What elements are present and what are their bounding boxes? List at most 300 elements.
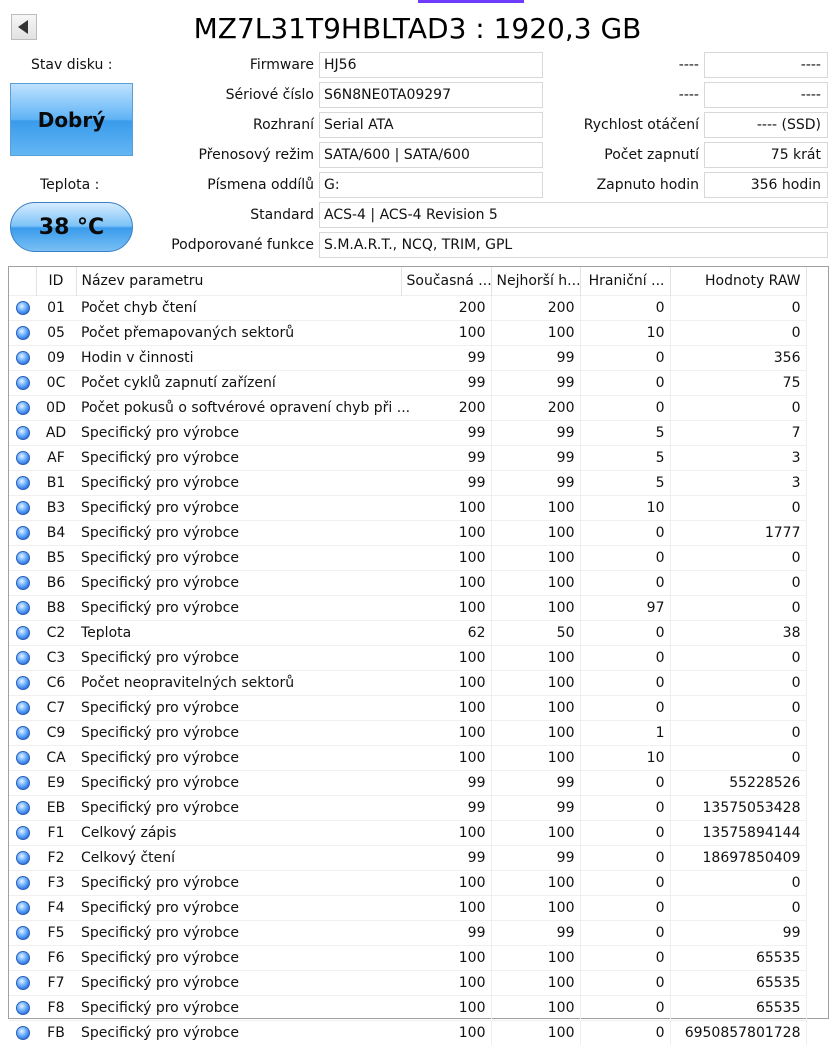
status-cell [9, 696, 36, 721]
attribute-raw: 0 [670, 896, 806, 921]
attribute-id: B8 [36, 596, 76, 621]
attribute-worst: 99 [491, 446, 580, 471]
status-good-icon [16, 626, 30, 640]
table-row[interactable] [9, 846, 806, 871]
attribute-worst: 100 [491, 871, 580, 896]
attribute-raw: 0 [670, 396, 806, 421]
status-good-icon [16, 401, 30, 415]
attribute-worst: 100 [491, 546, 580, 571]
attribute-worst: 100 [491, 521, 580, 546]
attribute-id: B6 [36, 571, 76, 596]
status-cell [9, 996, 36, 1021]
attribute-threshold: 1 [580, 721, 670, 746]
status-good-icon [16, 576, 30, 590]
table-row[interactable] [9, 421, 806, 446]
attribute-name: Specifický pro výrobce [76, 471, 401, 496]
table-row[interactable] [9, 896, 806, 921]
attribute-current: 100 [401, 646, 491, 671]
table-row[interactable] [9, 946, 806, 971]
attribute-current: 99 [401, 846, 491, 871]
status-cell [9, 596, 36, 621]
attribute-id: 05 [36, 321, 76, 346]
table-row[interactable] [9, 321, 806, 346]
attribute-worst: 100 [491, 596, 580, 621]
attribute-raw: 0 [670, 746, 806, 771]
power-on-count-field: 75 krát [704, 142, 828, 168]
features-label: Podporované funkce [150, 235, 314, 255]
table-row[interactable] [9, 746, 806, 771]
attribute-raw: 0 [670, 871, 806, 896]
attribute-worst: 100 [491, 571, 580, 596]
attribute-name: Specifický pro výrobce [76, 721, 401, 746]
standard-field: ACS-4 | ACS-4 Revision 5 [319, 202, 828, 228]
status-good-icon [16, 451, 30, 465]
attribute-threshold: 0 [580, 821, 670, 846]
attribute-raw: 7 [670, 421, 806, 446]
attribute-current: 100 [401, 996, 491, 1021]
status-good-icon [16, 976, 30, 990]
attribute-raw: 356 [670, 346, 806, 371]
attribute-raw: 6950857801728 [670, 1021, 806, 1045]
attribute-id: 01 [36, 296, 76, 321]
attribute-worst: 99 [491, 471, 580, 496]
attribute-current: 99 [401, 796, 491, 821]
status-good-icon [16, 951, 30, 965]
serial-field: S6N8NE0TA09297 [319, 82, 543, 108]
attribute-worst: 100 [491, 946, 580, 971]
table-row[interactable] [9, 871, 806, 896]
attribute-raw: 99 [670, 921, 806, 946]
attribute-current: 100 [401, 496, 491, 521]
status-good-icon [16, 926, 30, 940]
attribute-threshold: 0 [580, 646, 670, 671]
tab-indicator [418, 0, 524, 3]
column-header-name[interactable]: Název parametru [76, 267, 401, 296]
attribute-raw: 75 [670, 371, 806, 396]
table-row[interactable] [9, 971, 806, 996]
transfer-mode-label: Přenosový režim [150, 145, 314, 165]
attribute-name: Specifický pro výrobce [76, 421, 401, 446]
attribute-current: 99 [401, 421, 491, 446]
attribute-threshold: 0 [580, 546, 670, 571]
attribute-raw: 3 [670, 471, 806, 496]
status-good-icon [16, 1026, 30, 1040]
attribute-id: F6 [36, 946, 76, 971]
attribute-raw: 0 [670, 646, 806, 671]
status-good-icon [16, 551, 30, 565]
attribute-threshold: 0 [580, 521, 670, 546]
attribute-threshold: 5 [580, 421, 670, 446]
attribute-id: C2 [36, 621, 76, 646]
interface-label: Rozhraní [150, 115, 314, 135]
status-cell [9, 846, 36, 871]
attribute-current: 100 [401, 321, 491, 346]
attribute-name: Specifický pro výrobce [76, 871, 401, 896]
status-good-icon [16, 426, 30, 440]
drive-letters-label: Písmena oddílů [150, 175, 314, 195]
attribute-raw: 38 [670, 621, 806, 646]
column-header-threshold[interactable]: Hraniční ... [580, 267, 670, 296]
attribute-worst: 100 [491, 746, 580, 771]
attribute-threshold: 10 [580, 746, 670, 771]
status-good-icon [16, 476, 30, 490]
attribute-current: 99 [401, 346, 491, 371]
attribute-worst: 100 [491, 696, 580, 721]
table-row[interactable] [9, 1021, 806, 1045]
attribute-name: Hodin v činnosti [76, 346, 401, 371]
attribute-id: B5 [36, 546, 76, 571]
disk-title: MZ7L31T9HBLTAD3 : 1920,3 GB [0, 12, 835, 46]
attribute-id: C6 [36, 671, 76, 696]
health-label: Stav disku : [31, 55, 112, 75]
attribute-current: 99 [401, 471, 491, 496]
status-good-icon [16, 326, 30, 340]
attribute-worst: 100 [491, 721, 580, 746]
attribute-name: Specifický pro výrobce [76, 996, 401, 1021]
power-on-count-label: Počet zapnutí [550, 145, 699, 165]
attribute-name: Teplota [76, 621, 401, 646]
status-cell [9, 646, 36, 671]
status-good-icon [16, 876, 30, 890]
attribute-raw: 55228526 [670, 771, 806, 796]
status-cell [9, 746, 36, 771]
status-good-icon [16, 351, 30, 365]
attribute-current: 100 [401, 596, 491, 621]
power-on-hours-field: 356 hodin [704, 172, 828, 198]
table-row[interactable] [9, 571, 806, 596]
attribute-worst: 100 [491, 996, 580, 1021]
attribute-current: 99 [401, 771, 491, 796]
table-row[interactable] [9, 771, 806, 796]
firmware-field: HJ56 [319, 52, 543, 78]
attribute-id: EB [36, 796, 76, 821]
attribute-id: F4 [36, 896, 76, 921]
attribute-raw: 65535 [670, 971, 806, 996]
attribute-id: B1 [36, 471, 76, 496]
attribute-current: 100 [401, 546, 491, 571]
status-cell [9, 396, 36, 421]
attribute-id: F7 [36, 971, 76, 996]
attribute-name: Specifický pro výrobce [76, 596, 401, 621]
attribute-name: Specifický pro výrobce [76, 921, 401, 946]
attribute-threshold: 10 [580, 496, 670, 521]
attribute-worst: 100 [491, 971, 580, 996]
attribute-current: 100 [401, 521, 491, 546]
attribute-raw: 13575053428 [670, 796, 806, 821]
table-row[interactable] [9, 646, 806, 671]
attribute-name: Specifický pro výrobce [76, 771, 401, 796]
interface-field: Serial ATA [319, 112, 543, 138]
attribute-worst: 100 [491, 321, 580, 346]
attribute-current: 100 [401, 721, 491, 746]
attribute-threshold: 0 [580, 396, 670, 421]
attribute-threshold: 0 [580, 346, 670, 371]
attribute-name: Specifický pro výrobce [76, 496, 401, 521]
firmware-label: Firmware [150, 55, 314, 75]
table-row[interactable] [9, 796, 806, 821]
table-row[interactable] [9, 821, 806, 846]
attribute-name: Specifický pro výrobce [76, 946, 401, 971]
power-on-hours-label: Zapnuto hodin [550, 175, 699, 195]
attribute-current: 100 [401, 696, 491, 721]
column-header-status[interactable] [9, 267, 36, 296]
attribute-worst: 100 [491, 821, 580, 846]
attribute-name: Specifický pro výrobce [76, 521, 401, 546]
attribute-worst: 99 [491, 796, 580, 821]
table-row[interactable] [9, 696, 806, 721]
attribute-name: Specifický pro výrobce [76, 696, 401, 721]
attribute-current: 99 [401, 446, 491, 471]
status-cell [9, 371, 36, 396]
attribute-name: Celkový zápis [76, 821, 401, 846]
status-cell [9, 496, 36, 521]
attribute-worst: 200 [491, 396, 580, 421]
attribute-name: Specifický pro výrobce [76, 971, 401, 996]
attribute-name: Specifický pro výrobce [76, 746, 401, 771]
status-cell [9, 1021, 36, 1045]
status-cell [9, 921, 36, 946]
attribute-worst: 99 [491, 421, 580, 446]
status-cell [9, 821, 36, 846]
table-row[interactable] [9, 496, 806, 521]
status-good-icon [16, 1001, 30, 1015]
attribute-name: Počet přemapovaných sektorů [76, 321, 401, 346]
status-cell [9, 296, 36, 321]
status-good-icon [16, 776, 30, 790]
attribute-raw: 0 [670, 321, 806, 346]
attribute-current: 200 [401, 396, 491, 421]
attribute-raw: 3 [670, 446, 806, 471]
attribute-name: Specifický pro výrobce [76, 546, 401, 571]
table-row[interactable] [9, 296, 806, 321]
attribute-threshold: 0 [580, 371, 670, 396]
status-good-icon [16, 676, 30, 690]
attribute-raw: 18697850409 [670, 846, 806, 871]
attribute-threshold: 0 [580, 871, 670, 896]
table-row[interactable] [9, 346, 806, 371]
attribute-id: B3 [36, 496, 76, 521]
attribute-threshold: 0 [580, 296, 670, 321]
attribute-current: 99 [401, 921, 491, 946]
attribute-raw: 0 [670, 721, 806, 746]
attribute-threshold: 0 [580, 921, 670, 946]
status-cell [9, 721, 36, 746]
attribute-name: Počet neopravitelných sektorů [76, 671, 401, 696]
attribute-id: C7 [36, 696, 76, 721]
unknown-1-label: ---- [550, 55, 699, 75]
attribute-threshold: 5 [580, 471, 670, 496]
attribute-current: 200 [401, 296, 491, 321]
status-good-icon [16, 651, 30, 665]
attribute-current: 62 [401, 621, 491, 646]
status-good-icon [16, 726, 30, 740]
status-cell [9, 896, 36, 921]
attribute-threshold: 97 [580, 596, 670, 621]
attribute-current: 99 [401, 371, 491, 396]
table-row[interactable] [9, 996, 806, 1021]
attribute-threshold: 0 [580, 946, 670, 971]
status-cell [9, 471, 36, 496]
rotation-speed-label: Rychlost otáčení [550, 115, 699, 135]
table-row[interactable] [9, 471, 806, 496]
attribute-threshold: 0 [580, 621, 670, 646]
temperature-button[interactable]: 38 °C [10, 202, 133, 252]
attribute-worst: 99 [491, 346, 580, 371]
attribute-id: F5 [36, 921, 76, 946]
attribute-worst: 99 [491, 771, 580, 796]
attribute-raw: 0 [670, 671, 806, 696]
status-cell [9, 946, 36, 971]
attribute-name: Specifický pro výrobce [76, 446, 401, 471]
status-cell [9, 621, 36, 646]
attribute-name: Specifický pro výrobce [76, 796, 401, 821]
status-good-icon [16, 851, 30, 865]
attribute-id: C9 [36, 721, 76, 746]
attribute-raw: 0 [670, 546, 806, 571]
attribute-raw: 0 [670, 296, 806, 321]
table-row[interactable] [9, 371, 806, 396]
attribute-threshold: 0 [580, 571, 670, 596]
table-row[interactable] [9, 621, 806, 646]
attribute-raw: 0 [670, 696, 806, 721]
features-field: S.M.A.R.T., NCQ, TRIM, GPL [319, 232, 828, 258]
status-cell [9, 346, 36, 371]
status-cell [9, 546, 36, 571]
status-good-icon [16, 801, 30, 815]
attribute-id: F2 [36, 846, 76, 871]
attribute-worst: 100 [491, 896, 580, 921]
status-cell [9, 796, 36, 821]
attribute-id: F3 [36, 871, 76, 896]
status-cell [9, 421, 36, 446]
table-row[interactable] [9, 446, 806, 471]
attribute-raw: 1777 [670, 521, 806, 546]
attribute-threshold: 0 [580, 1021, 670, 1045]
attribute-worst: 50 [491, 621, 580, 646]
attribute-raw: 65535 [670, 946, 806, 971]
status-good-icon [16, 901, 30, 915]
attribute-worst: 100 [491, 1021, 580, 1045]
unknown-2-label: ---- [550, 85, 699, 105]
status-cell [9, 321, 36, 346]
table-row[interactable] [9, 721, 806, 746]
attribute-id: B4 [36, 521, 76, 546]
health-status-button[interactable]: Dobrý [10, 83, 133, 156]
status-good-icon [16, 826, 30, 840]
attribute-raw: 65535 [670, 996, 806, 1021]
attribute-threshold: 0 [580, 996, 670, 1021]
status-cell [9, 571, 36, 596]
attribute-threshold: 0 [580, 846, 670, 871]
serial-label: Sériové číslo [150, 85, 314, 105]
status-cell [9, 871, 36, 896]
smart-table[interactable] [8, 266, 829, 1019]
attribute-name: Počet pokusů o softvérové opravení chyb při ... [76, 396, 401, 421]
status-good-icon [16, 601, 30, 615]
column-header-id[interactable]: ID [36, 267, 76, 296]
unknown-2-field: ---- [704, 82, 828, 108]
attribute-id: F1 [36, 821, 76, 846]
table-row[interactable] [9, 921, 806, 946]
attribute-raw: 0 [670, 496, 806, 521]
attribute-id: 09 [36, 346, 76, 371]
attribute-worst: 99 [491, 921, 580, 946]
attribute-threshold: 5 [580, 446, 670, 471]
status-good-icon [16, 376, 30, 390]
status-good-icon [16, 701, 30, 715]
table-row[interactable] [9, 671, 806, 696]
status-cell [9, 971, 36, 996]
attribute-current: 100 [401, 746, 491, 771]
status-good-icon [16, 751, 30, 765]
attribute-raw: 0 [670, 596, 806, 621]
column-header-worst[interactable]: Nejhorší h... [491, 267, 580, 296]
attribute-name: Celkový čtení [76, 846, 401, 871]
attribute-current: 100 [401, 671, 491, 696]
standard-label: Standard [150, 205, 314, 225]
attribute-name: Počet chyb čtení [76, 296, 401, 321]
attribute-id: FB [36, 1021, 76, 1045]
attribute-threshold: 0 [580, 696, 670, 721]
attribute-threshold: 0 [580, 796, 670, 821]
attribute-current: 100 [401, 871, 491, 896]
attribute-name: Specifický pro výrobce [76, 646, 401, 671]
table-row[interactable] [9, 596, 806, 621]
unknown-1-field: ---- [704, 52, 828, 78]
attribute-name: Specifický pro výrobce [76, 571, 401, 596]
attribute-raw: 0 [670, 571, 806, 596]
attribute-id: C3 [36, 646, 76, 671]
attribute-name: Počet cyklů zapnutí zařízení [76, 371, 401, 396]
attribute-current: 100 [401, 971, 491, 996]
attribute-current: 100 [401, 1021, 491, 1045]
attribute-threshold: 0 [580, 896, 670, 921]
status-good-icon [16, 301, 30, 315]
attribute-id: AF [36, 446, 76, 471]
attribute-id: E9 [36, 771, 76, 796]
attribute-worst: 100 [491, 671, 580, 696]
rotation-speed-field: ---- (SSD) [704, 112, 828, 138]
attribute-id: 0C [36, 371, 76, 396]
attribute-worst: 200 [491, 296, 580, 321]
temperature-label: Teplota : [40, 175, 99, 195]
transfer-mode-field: SATA/600 | SATA/600 [319, 142, 543, 168]
attribute-threshold: 0 [580, 771, 670, 796]
attribute-id: 0D [36, 396, 76, 421]
attribute-name: Specifický pro výrobce [76, 1021, 401, 1045]
table-row[interactable] [9, 521, 806, 546]
attribute-worst: 99 [491, 371, 580, 396]
attribute-current: 100 [401, 571, 491, 596]
status-good-icon [16, 501, 30, 515]
attribute-current: 100 [401, 946, 491, 971]
status-cell [9, 771, 36, 796]
attribute-name: Specifický pro výrobce [76, 896, 401, 921]
status-cell [9, 446, 36, 471]
table-header-row [9, 267, 806, 296]
table-row[interactable] [9, 396, 806, 421]
attribute-threshold: 0 [580, 971, 670, 996]
column-header-current[interactable]: Současná ... [401, 267, 491, 296]
column-header-raw[interactable]: Hodnoty RAW [670, 267, 806, 296]
attribute-id: CA [36, 746, 76, 771]
table-row[interactable] [9, 546, 806, 571]
status-good-icon [16, 526, 30, 540]
attribute-worst: 99 [491, 846, 580, 871]
attribute-worst: 100 [491, 496, 580, 521]
status-cell [9, 521, 36, 546]
attribute-threshold: 0 [580, 671, 670, 696]
